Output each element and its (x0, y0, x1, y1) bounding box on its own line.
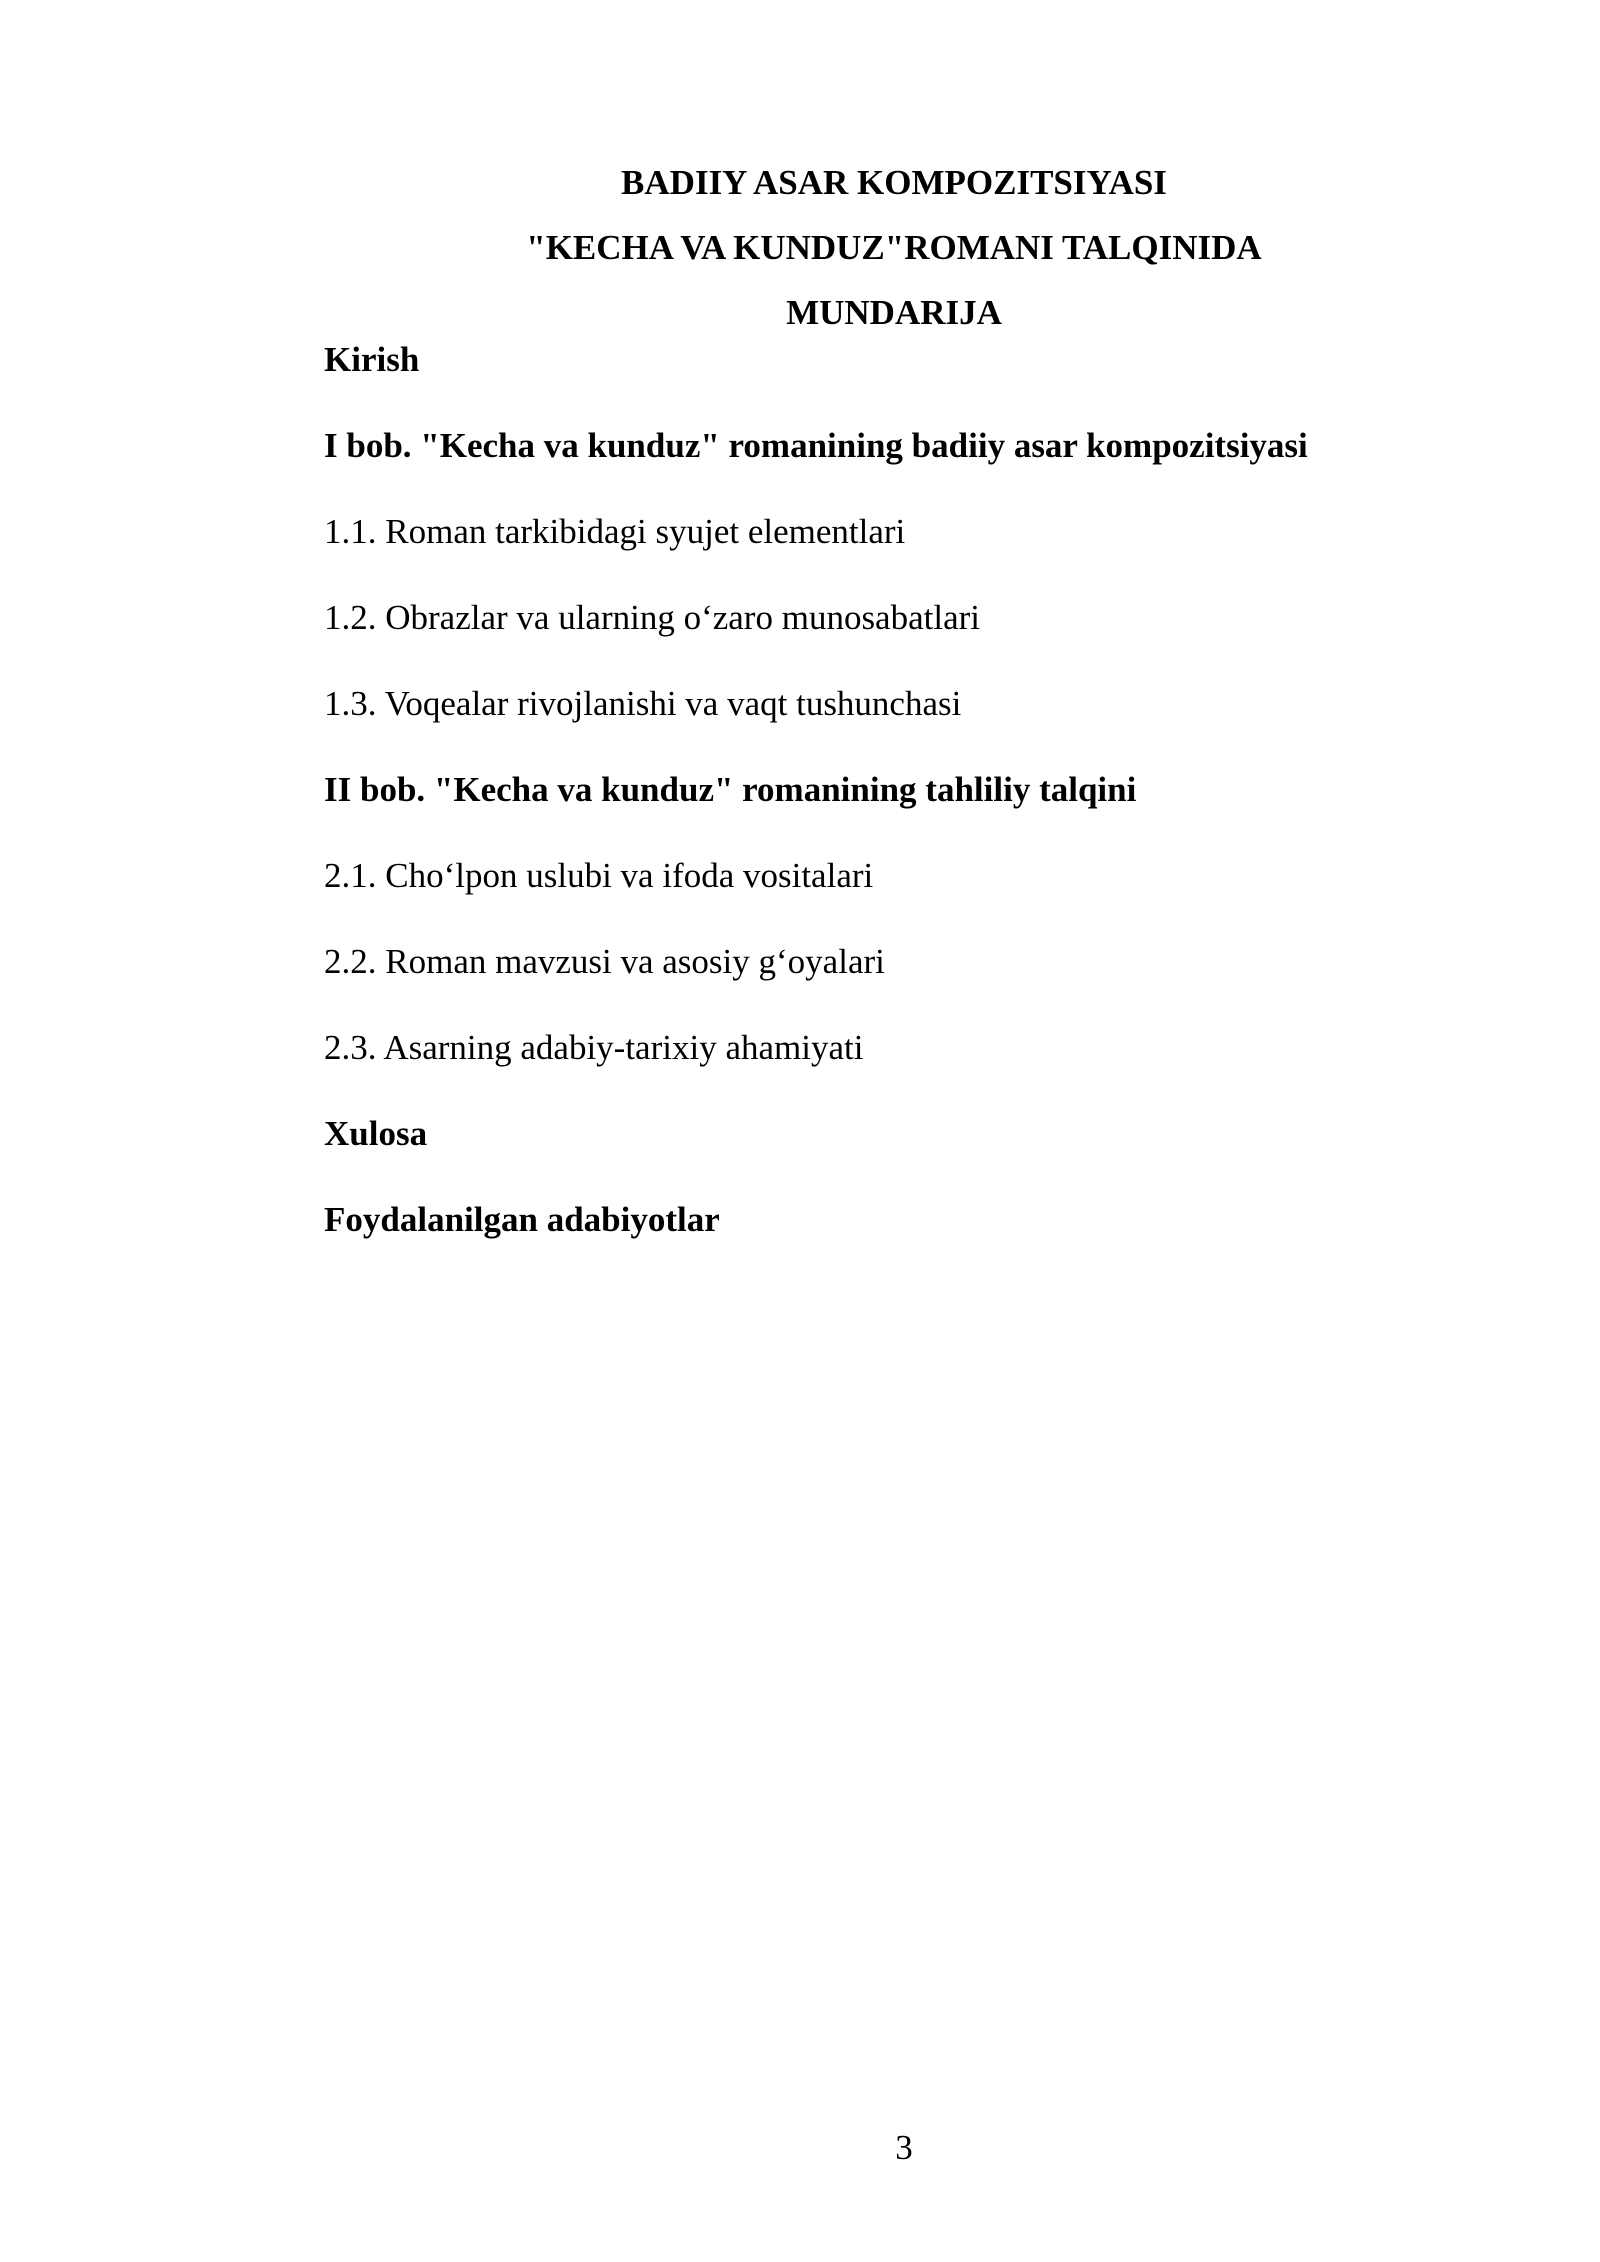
toc-entry-section-2-3: 2.3. Asarning adabiy-tarixiy ahamiyati (324, 1028, 864, 1067)
title-line-contents-heading: MUNDARIJA (786, 293, 1002, 332)
toc-entry-section-1-3: 1.3. Voqealar rivojlanishi va vaqt tushunchasi (324, 684, 962, 723)
toc-entry-section-1-1: 1.1. Roman tarkibidagi syujet elementlari (324, 512, 906, 551)
document-title (324, 150, 1464, 345)
title-line-main: BADIIY ASAR KOMPOZITSIYASI (621, 163, 1167, 202)
toc-entry-section-1-2: 1.2. Obrazlar va ularning o‘zaro munosabatlari (324, 598, 980, 637)
toc-entry-chapter-2: II bob. "Kecha va kunduz" romanining tahliliy talqini (324, 770, 1137, 809)
toc-entry-introduction: Kirish (324, 340, 420, 379)
toc-entry-references: Foydalanilgan adabiyotlar (324, 1200, 720, 1239)
toc-entry-section-2-1: 2.1. Cho‘lpon uslubi va ifoda vositalari (324, 856, 874, 895)
toc-entry-chapter-1: I bob. "Kecha va kunduz" romanining badiiy asar kompozitsiyasi (324, 426, 1308, 465)
toc-entry-section-2-2: 2.2. Roman mavzusi va asosiy g‘oyalari (324, 942, 885, 981)
page-number: 3 (895, 2128, 913, 2167)
toc-entry-conclusion: Xulosa (324, 1114, 428, 1153)
title-line-subtitle: "KECHA VA KUNDUZ"ROMANI TALQINIDA (526, 228, 1262, 267)
